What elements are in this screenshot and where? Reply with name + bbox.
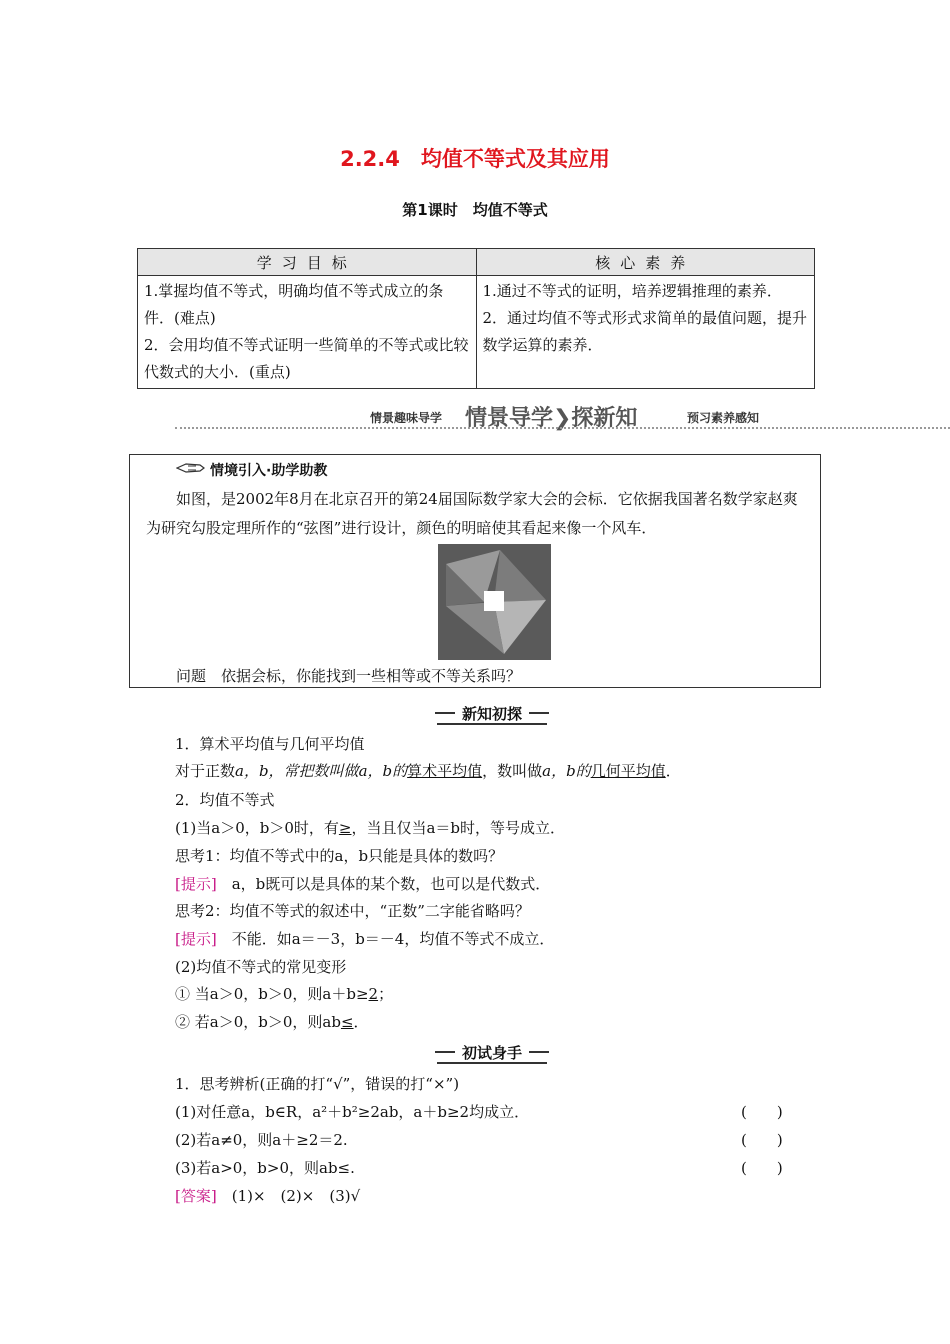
section-tag-first-try: 初试身手 bbox=[437, 1042, 547, 1064]
page-title: 2.2.4 均值不等式及其应用 bbox=[340, 147, 610, 171]
term-geometric-mean: 几何平均值 bbox=[590, 762, 666, 780]
table-header-literacy: 核心素养 bbox=[476, 249, 815, 276]
answer-blank: ( ) bbox=[741, 1103, 783, 1121]
intro-question: 问题 依据会标，你能找到一些相等或不等关系吗？ bbox=[176, 667, 522, 685]
section-banner bbox=[175, 401, 950, 431]
answer-blank: ( ) bbox=[741, 1159, 783, 1177]
text-line: [答案] (1)× (2)× (3)√ bbox=[175, 1187, 361, 1205]
page-subtitle: 第1课时 均值不等式 bbox=[402, 201, 548, 219]
intro-box bbox=[129, 454, 821, 688]
term-arithmetic-mean: 算术平均值 bbox=[407, 762, 483, 780]
intro-paragraph: 如图，是2002年8月在北京召开的第24届国际数学家大会的会标．它依据我国著名数学家赵爽为研究勾股定理所作的“弦图”进行设计，颜色的明暗使其看起来像一个风车． bbox=[146, 490, 798, 537]
text-line: 思考2：均值不等式的叙述中，“正数”二字能省略吗？ bbox=[175, 902, 530, 920]
congress-logo-image bbox=[438, 544, 551, 660]
text-line: (1)对任意a，b∈R，a²＋b²≥2ab，a＋b≥2均成立． bbox=[175, 1103, 530, 1121]
text-line: [提示] 不能．如a＝－3，b＝－4，均值不等式不成立． bbox=[175, 930, 555, 948]
text-line: ② 若a＞0，b＞0，则ab≤． bbox=[175, 1013, 369, 1031]
goals-cell bbox=[138, 276, 477, 389]
banner-divider bbox=[175, 427, 950, 429]
banner-right-text: 预习素养感知 bbox=[687, 411, 760, 425]
literacy-item: 1.通过不等式的证明，培养逻辑推理的素养． bbox=[482, 282, 782, 300]
hint-tag: [提示] bbox=[175, 930, 217, 948]
hand-icon bbox=[176, 461, 206, 475]
text-line: 对于正数a，b，常把数叫做a，b的算术平均值，数叫做a，b的几何平均值． bbox=[175, 762, 681, 780]
answer-tag: [答案] bbox=[175, 1187, 217, 1205]
objectives-table bbox=[137, 248, 815, 389]
text-line: (3)若a>0，b>0，则ab≤. bbox=[175, 1159, 355, 1177]
text-line: (2)若a≠0，则a＋≥2＝2. bbox=[175, 1131, 348, 1149]
goal-item: 2．会用均值不等式证明一些简单的不等式或比较代数式的大小．(重点) bbox=[144, 336, 469, 381]
text-line: [提示] a，b既可以是具体的某个数，也可以是代数式． bbox=[175, 875, 551, 893]
intro-heading: 情境引入·助学助教 bbox=[210, 463, 328, 479]
text-line: ① 当a＞0，b＞0，则a＋b≥2； bbox=[175, 985, 394, 1003]
text-line: 2．均值不等式 bbox=[175, 791, 275, 809]
hint-tag: [提示] bbox=[175, 875, 217, 893]
section-tag-new-knowledge: 新知初探 bbox=[437, 703, 547, 725]
literacy-cell bbox=[476, 276, 815, 389]
banner-left-text: 情景趣味导学 bbox=[370, 411, 443, 425]
text-line: 1．思考辨析(正确的打“√”，错误的打“×”) bbox=[175, 1075, 460, 1093]
literacy-item: 2．通过均值不等式形式求简单的最值问题，提升数学运算的素养． bbox=[482, 309, 808, 354]
text-line: 思考1：均值不等式中的a，b只能是具体的数吗？ bbox=[175, 847, 504, 865]
banner-main-text: 情景导学❯探新知 bbox=[465, 406, 638, 431]
table-header-goals: 学习目标 bbox=[138, 249, 477, 276]
text-line: (2)均值不等式的常见变形 bbox=[175, 958, 347, 976]
text-line: (1)当a＞0，b＞0时，有≥，当且仅当a＝b时，等号成立． bbox=[175, 819, 566, 837]
goal-item: 1.掌握均值不等式，明确均值不等式成立的条件．(难点) bbox=[144, 282, 444, 327]
answer-blank: ( ) bbox=[741, 1131, 783, 1149]
text-line: 1．算术平均值与几何平均值 bbox=[175, 735, 365, 753]
